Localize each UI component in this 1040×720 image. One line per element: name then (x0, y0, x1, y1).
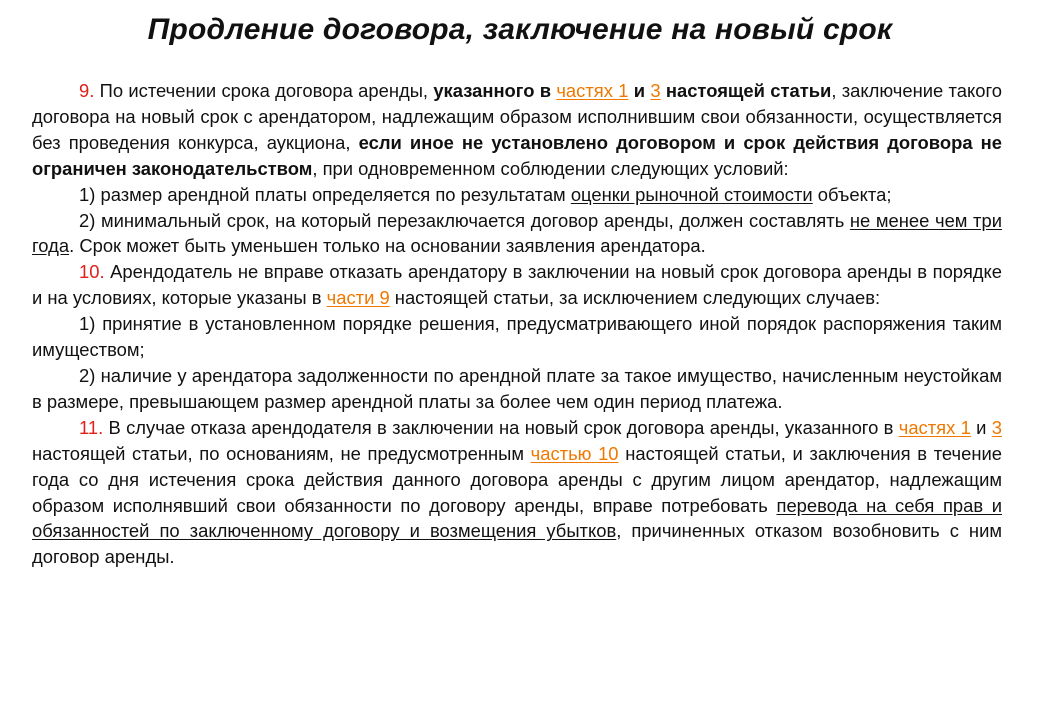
link-parts-1[interactable]: частях 1 (898, 416, 971, 438)
text-run: Арендодатель не вправе отказать арендатору в заключении на новый срок договора аренды в порядке и на условиях, которые указаны в (32, 261, 1002, 309)
paragraph-9 (32, 78, 1002, 182)
text-run: , причиненных отказом возобновить с ним договор аренды. (32, 520, 1002, 568)
link-part-10[interactable]: частью 10 (530, 442, 619, 464)
condition-1 (32, 182, 1002, 208)
text-run: , заключение такого договора на новый срок с арендатором, надлежащим образом исполнившим свои обязанности, осуществляется без проведения конкурса, аукциона, (32, 80, 1002, 153)
text-run: В случае отказа арендодателя в заключении на новый срок договора аренды, указанного в (103, 416, 899, 438)
bold-run: и (628, 80, 651, 101)
condition-2 (32, 208, 1002, 260)
text-run: настоящей статьи, и заключения в течение года со дня истечения срока действия данного договора аренды с другим лицом арендатор, надлежащим образом исполнявший свои обязанности по договору аренды, вправе потребовать (32, 442, 1002, 516)
link-part-9[interactable]: части 9 (326, 287, 390, 309)
underlined-run: оценки рыночной стоимости (570, 183, 813, 205)
link-part-3[interactable]: 3 (991, 416, 1002, 438)
underlined-run: не менее чем три года (32, 209, 1002, 257)
text-run: настоящей статьи, по основаниям, не предусмотренным (32, 442, 531, 464)
bold-run: настоящей статьи (660, 80, 832, 101)
text-run: 2) наличие у арендатора задолженности по арендной плате за такое имущество, начисленным неустойкам в размере, превышающем размер арендной платы за более чем один период платежа. (32, 364, 1002, 412)
paragraph-number: 9. (79, 80, 95, 101)
underlined-run: перевода на себя прав и обязанностей по заключенному договору и возмещения убытков (32, 494, 1003, 542)
link-part-3[interactable]: 3 (650, 80, 661, 101)
bold-run: указанного в (433, 80, 557, 101)
text-run: По истечении срока договора аренды, (94, 80, 434, 101)
text-run: 2) минимальный срок, на который перезаключается договор аренды, должен составлять (79, 209, 850, 231)
link-parts-1[interactable]: частях 1 (556, 80, 629, 101)
page-title: Продление договора, заключение на новый срок (147, 13, 893, 46)
paragraph-number: 11. (79, 416, 104, 438)
text-run: , при одновременном соблюдении следующих условий: (312, 157, 789, 179)
article-text (32, 78, 1002, 570)
paragraph-11 (32, 415, 1002, 570)
text-run: . Срок может быть уменьшен только на основании заявления арендатора. (69, 235, 706, 257)
text-run: настоящей статьи, за исключением следующих случаев: (389, 287, 881, 309)
text-run: 1) размер арендной платы определяется по результатам (79, 183, 571, 205)
text-run: 1) принятие в установленном порядке решения, предусматривающего иной порядок распоряжения таким имуществом; (32, 313, 1002, 361)
paragraph-10 (32, 259, 1002, 311)
text-run: объекта; (812, 183, 892, 205)
bold-run: если иное не установлено договором и срок действия договора не ограничен законодательством (32, 131, 1002, 179)
paragraph-number: 10. (79, 261, 105, 283)
text-run: и (970, 416, 992, 438)
exception-2 (32, 363, 1002, 415)
exception-1 (32, 311, 1002, 363)
